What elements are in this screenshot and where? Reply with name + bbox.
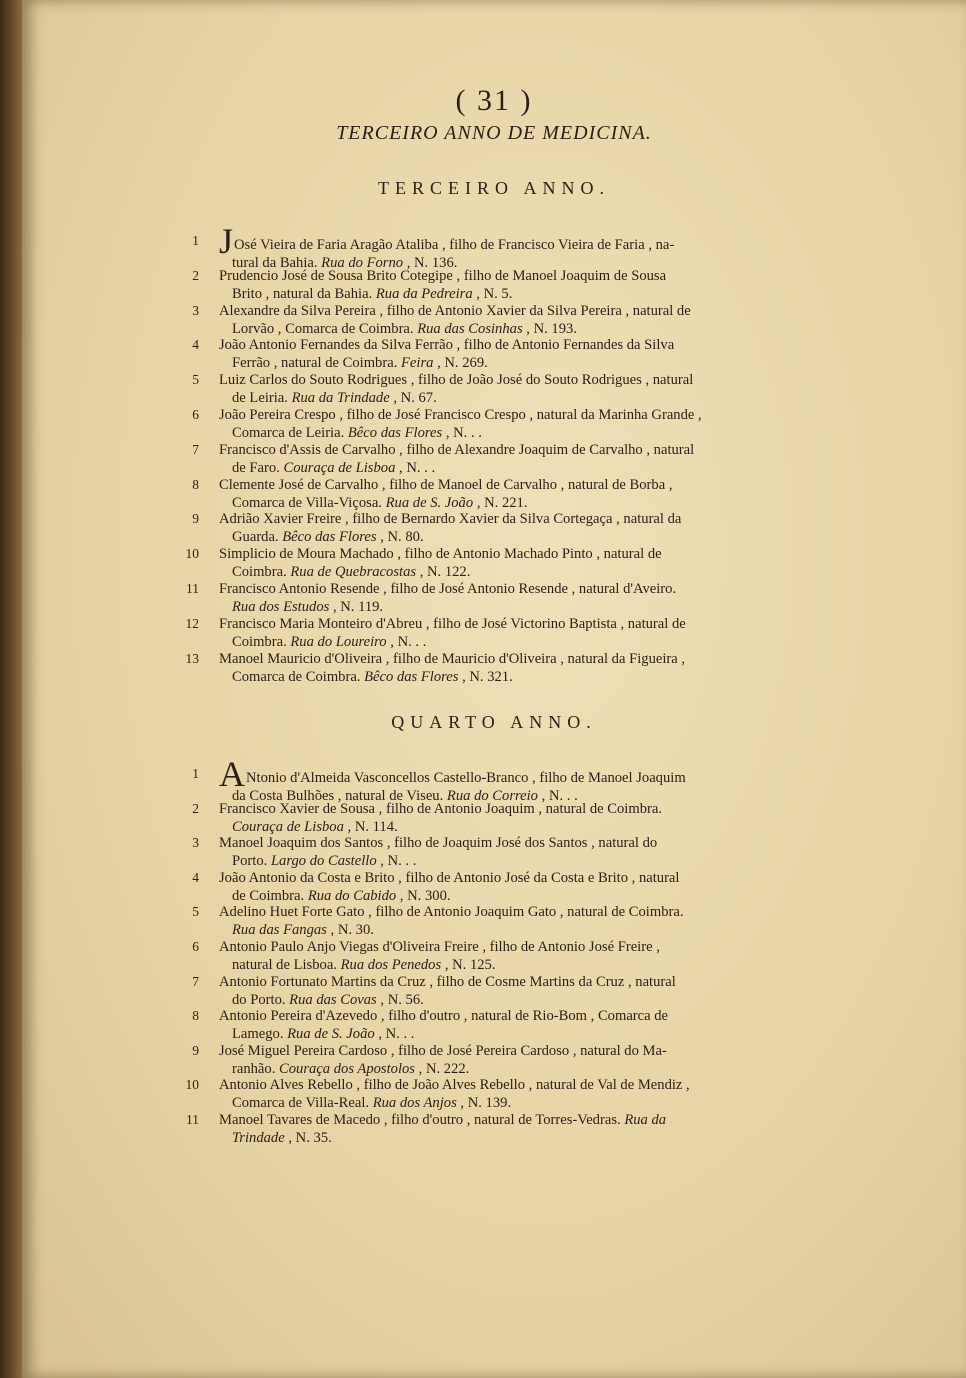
entry-name-and-parent: Adelino Huet Forte Gato , filho de Antonio Joaquim Gato , natural de Coimbra.: [219, 904, 684, 921]
entry-line-2: [219, 956, 816, 974]
entry-name-and-parent: Prudencio José de Sousa Brito Cotegipe , filho de Manoel Joaquim de Sousa: [219, 267, 667, 284]
entry-name-and-parent: João Pereira Crespo , filho de José Francisco Crespo , natural da Marinha Grande ,: [219, 407, 702, 423]
entry-name-and-parent: Manoel Tavares de Macedo , filho d'outro , natural de Torres-Vedras.: [219, 1112, 621, 1128]
entry-text: [219, 800, 816, 836]
entry-name-and-parent: Francisco Maria Monteiro d'Abreu , filho de José Victorino Baptista , natural de: [219, 615, 686, 632]
entry-number: 1: [192, 766, 199, 781]
entry-line-2: [219, 1060, 816, 1078]
section-heading-quarto-anno: QUARTO ANNO.: [391, 712, 597, 732]
entry-name-and-parent: Manoel Joaquim dos Santos , filho de Joaquim José dos Santos , natural do: [219, 835, 658, 852]
entry-house-number: , N. 193.: [526, 320, 577, 337]
entry-text: [219, 1007, 816, 1043]
entry-text: [219, 938, 816, 974]
entry-origin: de Leiria.: [232, 390, 288, 407]
entry-house-number: , N. 136.: [406, 255, 458, 271]
entry-line-1: [219, 511, 681, 527]
entry-line-2: [219, 285, 816, 303]
entry-text: [219, 869, 816, 905]
entry-house-number: , N. 300.: [399, 887, 451, 904]
entry-street: Rua das Fangas: [232, 922, 327, 939]
entry-text: [219, 302, 816, 338]
entry-origin: Lamego.: [232, 1026, 284, 1043]
entry-street: Couraça de Lisboa: [232, 818, 344, 835]
entry-line-1: [219, 835, 657, 851]
entry-name-and-parent: Alexandre da Silva Pereira , filho de Antonio Xavier da Silva Pereira , natural de: [219, 302, 691, 319]
drop-cap-initial: J: [219, 221, 234, 261]
entry-number: 9: [192, 511, 199, 527]
entry-street: Rua da Trindade: [291, 390, 390, 407]
main-title: TERCEIRO ANNO DE MEDICINA.: [336, 122, 652, 144]
entry-origin: da Costa Bulhões , natural de Viseu.: [232, 788, 444, 804]
entry-line-2: [219, 528, 816, 546]
entry-number: 10: [185, 546, 199, 562]
entry-line-1: [219, 801, 662, 817]
entry-origin: Comarca de Coimbra.: [232, 668, 361, 685]
entry-house-number: , N. 119.: [332, 599, 384, 615]
entry-number: 3: [192, 302, 199, 318]
entry-number: 6: [192, 939, 199, 954]
entry-origin: Porto.: [232, 853, 268, 870]
entry-name-and-parent: Antonio Pereira d'Azevedo , filho d'outro , natural de Rio-Bom , Comarca de: [219, 1008, 669, 1025]
entry-house-number: , N. 139.: [460, 1095, 512, 1112]
entry-number: 2: [192, 800, 199, 816]
entry-name-and-parent: João Antonio da Costa e Brito , filho de Antonio José da Costa e Brito , natural: [219, 869, 680, 886]
entry-street: Rua do Correio: [446, 788, 538, 804]
entry-line-2: [219, 424, 816, 442]
entry-street: Rua das Covas: [289, 991, 377, 1008]
entry-house-number: , N. 80.: [380, 529, 424, 546]
entry-name-and-parent: Simplicio de Moura Machado , filho de Antonio Machado Pinto , natural de: [219, 546, 662, 563]
entry-name-and-parent: Antonio Fortunato Martins da Cruz , filho de Cosme Martins da Cruz , natural: [219, 973, 676, 990]
entry-house-number: , N. 30.: [330, 922, 374, 939]
entry-line-1: [219, 442, 694, 458]
entry-text: [219, 406, 816, 442]
entry-number: 1: [192, 233, 199, 248]
entry-street: Rua de S. João: [287, 1026, 375, 1043]
entry-line-1: [219, 754, 686, 794]
entry-line-1: [219, 1112, 666, 1128]
entry-house-number: , N. . .: [390, 633, 427, 650]
entry-number: 5: [192, 372, 199, 388]
entry-origin: de Coimbra.: [232, 887, 305, 904]
entry-line-1: [219, 651, 685, 667]
entry-house-number: , N. 221.: [476, 494, 528, 511]
entry-line-1: [219, 477, 673, 493]
entry-house-number: , N. . .: [378, 1026, 415, 1043]
entry-name-and-parent: Adrião Xavier Freire , filho de Bernardo Xavier da Silva Cortegaça , natural da: [219, 511, 682, 528]
entry-text: [219, 973, 816, 1009]
entry-text: [219, 615, 816, 651]
entry-origin: Coimbra.: [232, 633, 287, 650]
entry-name-and-parent: Francisco Antonio Resende , filho de José Antonio Resende , natural d'Aveiro.: [219, 581, 677, 597]
entry-text: [219, 650, 816, 686]
entry-street: Largo do Castello: [270, 853, 377, 870]
entry-line-2: [219, 852, 816, 870]
entry-house-number: , N. 67.: [393, 390, 437, 407]
entry-line-1: [219, 221, 675, 261]
entry-text: [219, 336, 816, 372]
document-page: [22, 0, 966, 1378]
entry-number: 10: [185, 1077, 199, 1093]
entry-number: 3: [192, 835, 199, 851]
entry-line-2: [219, 991, 816, 1009]
entry-text: [219, 1111, 816, 1147]
entry-house-number: , N. . .: [399, 459, 436, 476]
entry-line-2: [219, 494, 816, 512]
entry-house-number: , N. 269.: [437, 355, 488, 372]
entry-street: Rua de Quebracostas: [290, 564, 417, 581]
entry-name-and-parent: Manoel Mauricio d'Oliveira , filho de Mauricio d'Oliveira , natural da Figueira ,: [219, 650, 686, 667]
entry-name-and-parent: Francisco d'Assis de Carvalho , filho de Alexandre Joaquim de Carvalho , natural: [219, 441, 695, 458]
entry-origin: Ferrão , natural de Coimbra.: [232, 355, 398, 372]
entry-line-1: [219, 974, 676, 990]
entry-text: [219, 267, 816, 303]
entry-number: 5: [192, 904, 199, 920]
entry-number: 8: [192, 476, 199, 492]
entry-number: 4: [192, 337, 199, 353]
entry-street: Rua do Forno: [321, 255, 404, 271]
entry-name-and-parent: Antonio Paulo Anjo Viegas d'Oliveira Freire , filho de Antonio José Freire ,: [219, 939, 660, 955]
entry-line-1: [219, 268, 666, 284]
entry-text: [219, 580, 816, 616]
entry-house-number: , N. 35.: [288, 1130, 332, 1146]
entry-line-1: [219, 1077, 690, 1093]
entry-street: Rua do Cabido: [307, 887, 397, 904]
entry-line-1: [219, 372, 693, 388]
entry-street: Rua do Loureiro: [290, 633, 387, 650]
entry-line-1: [219, 546, 662, 562]
entry-line-2: [219, 459, 816, 477]
entry-name-and-parent: Luiz Carlos do Souto Rodrigues , filho de João José do Souto Rodrigues , natural: [219, 372, 694, 389]
entry-house-number: , N. . .: [445, 425, 482, 441]
entry-number: 13: [185, 650, 199, 666]
entry-line-2: [219, 921, 816, 939]
entry-origin: Comarca de Leiria.: [232, 425, 345, 441]
entry-street: Bêco das Flores: [282, 529, 377, 546]
entry-house-number: , N. 125.: [444, 957, 496, 973]
entry-street: Bêco das Flores: [347, 425, 443, 441]
entry-origin: de Faro.: [232, 459, 280, 476]
entry-street: Couraça de Lisboa: [283, 459, 396, 476]
section-heading-terceiro-anno: TERCEIRO ANNO.: [378, 178, 610, 198]
entry-house-number: , N. 321.: [462, 668, 513, 685]
entry-house-number: , N. 56.: [380, 991, 424, 1008]
entry-line-2: [219, 887, 816, 905]
entry-street: Rua das Cosinhas: [417, 320, 523, 337]
entry-line-2: [219, 668, 816, 686]
entry-line-2: [219, 1129, 816, 1147]
entry-name-and-parent: Clemente José de Carvalho , filho de Manoel de Carvalho , natural de Borba ,: [219, 476, 673, 493]
entry-line-2: [219, 320, 816, 338]
entry-house-number: , N. 114.: [347, 818, 398, 835]
entry-line-1: [219, 303, 691, 319]
entry-name-and-parent: João Antonio Fernandes da Silva Ferrão , filho de Antonio Fernandes da Silva: [219, 337, 675, 354]
entry-origin: Lorvão , Comarca de Coimbra.: [232, 320, 414, 337]
entry-line-1: [219, 616, 686, 632]
entry-line-2: [219, 818, 816, 836]
entry-line-2: [219, 563, 816, 581]
entry-line-1: [219, 581, 676, 597]
entry-text: [219, 834, 816, 870]
entry-line-1: [219, 904, 683, 920]
entry-line-2: [219, 633, 816, 651]
entry-house-number: , N. . .: [380, 853, 417, 870]
entry-origin: Comarca de Villa-Viçosa.: [232, 494, 382, 511]
entry-street: Feira: [401, 355, 434, 372]
entry-street: Rua da Pedreira: [375, 285, 473, 302]
entry-street: Rua dos Anjos: [372, 1095, 457, 1112]
entry-street-start: Rua da: [624, 1112, 667, 1128]
entry-line-1: [219, 870, 679, 886]
entry-street: Couraça dos Apostolos: [279, 1060, 415, 1077]
entry-text: [219, 545, 816, 581]
entry-text: [219, 371, 816, 407]
entry-number: 7: [192, 441, 199, 457]
entry-name-and-parent: Osé Vieira de Faria Aragão Ataliba , filho de Francisco Vieira de Faria , na-: [234, 237, 675, 253]
entry-street: Rua dos Penedos: [340, 957, 442, 973]
entry-number: 4: [192, 869, 199, 885]
entry-house-number: , N. 222.: [418, 1060, 470, 1077]
entry-name-and-parent: Ntonio d'Almeida Vasconcellos Castello-Branco , filho de Manoel Joaquim: [246, 770, 686, 786]
entry-origin: natural de Lisboa.: [232, 957, 337, 973]
entry-line-2: [219, 389, 816, 407]
entry-line-2: [219, 354, 816, 372]
entry-origin: ranhão.: [232, 1060, 276, 1077]
entry-number: 9: [192, 1042, 199, 1058]
entry-text: [219, 903, 816, 939]
book-binding-edge: [0, 0, 22, 1378]
entry-origin: Guarda.: [232, 529, 279, 546]
entry-house-number: , N. 122.: [419, 564, 471, 581]
entry-origin: Brito , natural da Bahia.: [232, 285, 373, 302]
entry-house-number: , N. . .: [541, 788, 578, 804]
entry-line-1: [219, 1043, 667, 1059]
entry-line-1: [219, 337, 674, 353]
entry-text: [219, 510, 816, 546]
entry-text: [219, 476, 816, 512]
entry-number: 12: [185, 615, 199, 631]
entry-number: 2: [192, 267, 199, 283]
entry-text: [219, 441, 816, 477]
entry-line-2: [219, 1094, 816, 1112]
entry-number: 8: [192, 1008, 199, 1024]
page-number: ( 31 ): [455, 84, 533, 117]
entry-origin: Coimbra.: [232, 564, 287, 581]
entry-line-2: [219, 1025, 816, 1043]
entry-line-1: [219, 1008, 668, 1024]
entry-house-number: , N. 5.: [476, 285, 513, 302]
entry-number: 11: [186, 581, 199, 596]
entry-street: Trindade: [232, 1130, 285, 1146]
entry-number: 11: [186, 1112, 199, 1127]
entry-name-and-parent: Antonio Alves Rebello , filho de João Alves Rebello , natural de Val de Mendiz ,: [219, 1077, 690, 1094]
entry-line-2: [219, 598, 816, 616]
drop-cap-initial: A: [219, 754, 245, 794]
entry-street: Rua de S. João: [385, 494, 474, 511]
entry-number: 6: [192, 407, 199, 422]
entry-origin: do Porto.: [232, 991, 286, 1008]
entry-street: Bêco das Flores: [364, 668, 459, 685]
entry-line-1: [219, 939, 660, 955]
entry-text: [219, 1042, 816, 1078]
entry-street: Rua dos Estudos: [232, 599, 330, 615]
entry-origin: Comarca de Villa-Real.: [232, 1095, 370, 1112]
entry-origin: tural da Bahia.: [232, 255, 318, 271]
entry-line-1: [219, 407, 702, 423]
entry-number: 7: [192, 973, 199, 989]
entry-text: [219, 1076, 816, 1112]
entry-name-and-parent: José Miguel Pereira Cardoso , filho de José Pereira Cardoso , natural do Ma-: [219, 1042, 667, 1059]
entry-name-and-parent: Francisco Xavier de Sousa , filho de Antonio Joaquim , natural de Coimbra.: [219, 800, 662, 817]
